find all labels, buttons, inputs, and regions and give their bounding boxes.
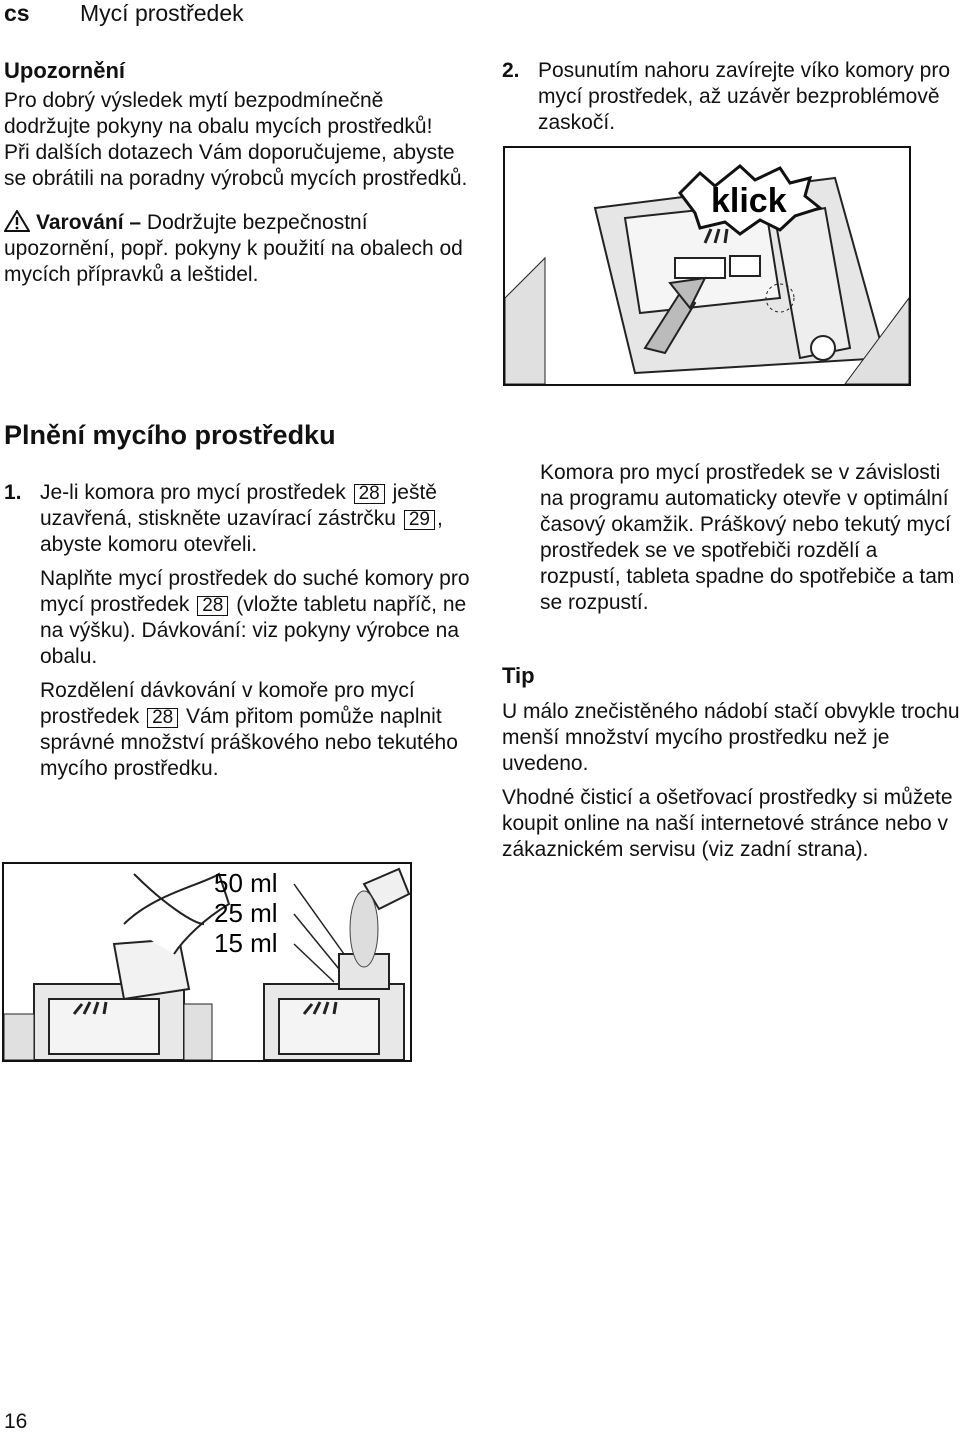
info-block xyxy=(540,460,960,616)
step-1-para-3 xyxy=(40,678,474,782)
dispenser-illustration-right xyxy=(264,869,409,1060)
language-code: cs xyxy=(4,0,30,26)
notice-paragraph-1: Pro dobrý výsledek mytí bezpodmínečně dodržujte pokyny na obalu mycích prostředků! xyxy=(4,89,433,138)
step-1-text-c1: Rozdělení dávkování v komoře pro mycí prostředek xyxy=(40,679,415,728)
figure-detergent-filling xyxy=(2,862,412,1062)
step-1-para-2 xyxy=(40,566,474,670)
step-2-text: Posunutím nahoru zavírejte víko komory pro mycí prostředek, až uzávěr bezproblémově zaskočí. xyxy=(538,59,951,134)
step-1-text-a2: ještě uzavřená, stiskněte uzavírací zástrčku xyxy=(40,481,437,530)
left-column xyxy=(4,58,474,288)
warning-text: Dodržujte bezpečnostní upozornění, popř. pokyny k použití na obalech od mycích přípravků a leštidel. xyxy=(4,211,463,286)
figure-close-lid xyxy=(503,146,911,386)
dose-label-50: 50 ml xyxy=(214,868,278,898)
ref-28: 28 xyxy=(147,708,178,728)
step-1 xyxy=(4,480,474,782)
tip-block xyxy=(502,663,960,863)
step-1-number: 1. xyxy=(4,481,22,504)
page-number: 16 xyxy=(4,1410,28,1433)
warning-label: Varování – xyxy=(36,211,142,234)
warning-block xyxy=(4,210,474,288)
klick-text: klick xyxy=(711,182,787,220)
dose-label-15: 15 ml xyxy=(214,928,278,958)
tip-paragraph-1: U málo znečistěného nádobí stačí obvykle trochu menší množství mycího prostředku než je uvedeno. xyxy=(502,700,960,775)
warning-triangle-icon xyxy=(4,210,30,232)
section-title: Plnění mycího prostředku xyxy=(4,420,336,450)
step-2 xyxy=(502,58,960,136)
step-1-text-a3: , abyste komoru otevřeli. xyxy=(40,507,443,556)
tip-paragraph-2: Vhodné čisticí a ošetřovací prostředky si můžete koupit online na naší internetové stránce nebo v zákaznickém servisu (viz zadní strana). xyxy=(502,786,953,861)
step-1-text-b2: (vložte tabletu napříč, ne na výšku). Dávkování: viz pokyny výrobce na obalu. xyxy=(40,593,467,668)
ref-28: 28 xyxy=(354,484,385,504)
step-1-para-1 xyxy=(40,480,474,558)
dispenser-illustration-left xyxy=(4,874,229,1060)
ref-28: 28 xyxy=(197,596,228,616)
ref-29: 29 xyxy=(404,510,435,530)
step-2-number: 2. xyxy=(502,59,520,82)
notice-heading: Upozornění xyxy=(4,58,125,83)
dose-label-25: 25 ml xyxy=(214,898,278,928)
tip-heading: Tip xyxy=(502,663,535,688)
notice-paragraph-2: Při dalších dotazech Vám doporučujeme, abyste se obrátili na poradny výrobců mycích prostředků. xyxy=(4,141,468,190)
info-text: Komora pro mycí prostředek se v závislosti na programu automaticky otevře v optimální časový okamžik. Práškový nebo tekutý mycí prostředek se ve spotřebiči rozdělí a rozpustí, tableta spadne do spotřebiče a tam se rozpustí. xyxy=(540,461,955,614)
page-header-title: Mycí prostředek xyxy=(80,0,244,26)
step-1-text-c2: Vám přitom pomůže naplnit správné množství práškového nebo tekutého mycího prostředku. xyxy=(40,705,458,780)
step-1-text-b1: Naplňte mycí prostředek do suché komory pro mycí prostředek xyxy=(40,567,470,616)
step-1-text-a1: Je-li komora pro mycí prostředek xyxy=(40,481,346,504)
